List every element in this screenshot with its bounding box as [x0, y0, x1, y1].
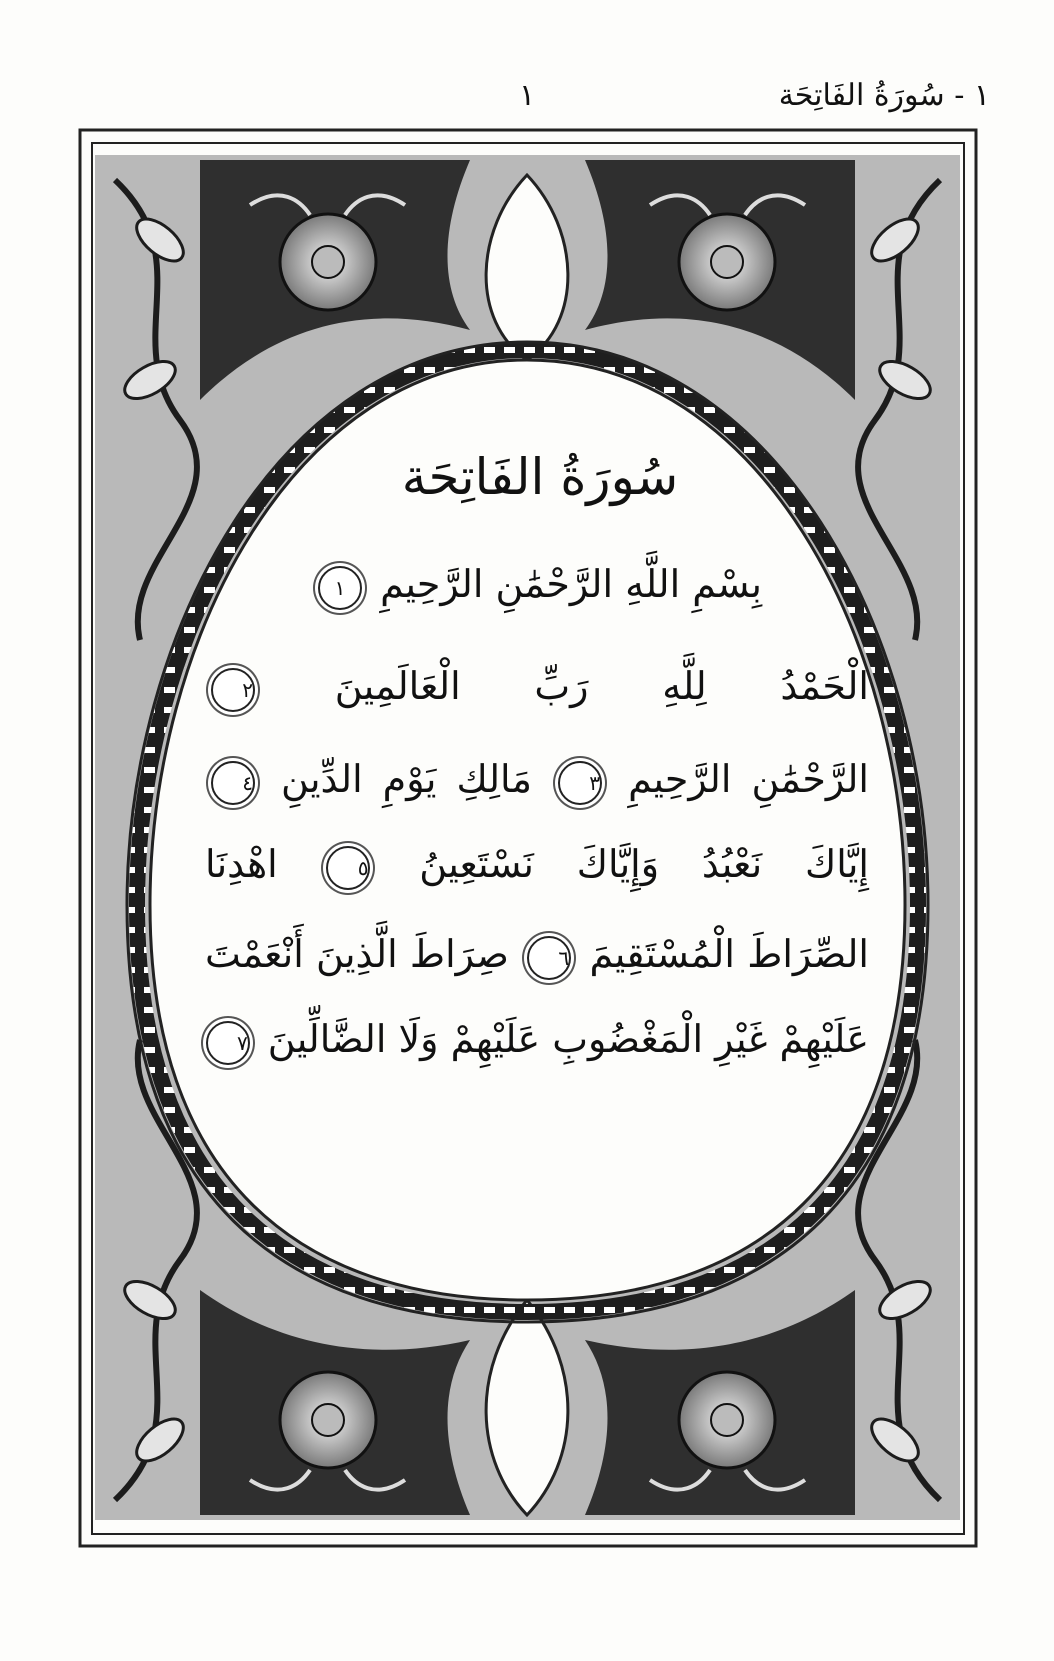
verse-text: مَالِكِ يَوْمِ الدِّينِ [281, 757, 532, 801]
ayah-marker-icon: ٧ [206, 1021, 250, 1065]
ayah-marker-icon: ٢ [211, 668, 255, 712]
ayah-marker-icon: ٣ [558, 761, 602, 805]
verse-text: بِسْمِ اللَّهِ الرَّحْمَٰنِ الرَّحِيمِ [380, 562, 763, 606]
verse-text: الرَّحْمَٰنِ الرَّحِيمِ [628, 757, 869, 801]
ayah-marker-icon: ٥ [326, 846, 370, 890]
verse-line-6 [205, 1017, 869, 1065]
ayah-marker-icon: ١ [318, 566, 362, 610]
verse-text: الْحَمْدُ لِلَّهِ رَبِّ الْعَالَمِينَ [334, 664, 869, 708]
verse-line-1 [205, 562, 869, 610]
verse-text: صِرَاطَ الَّذِينَ أَنْعَمْتَ [205, 932, 509, 976]
verse-line-4 [205, 842, 869, 890]
running-header-surah: ١ - سُورَةُ الفَاتِحَة [778, 78, 990, 113]
verse-text: الصِّرَاطَ الْمُسْتَقِيمَ [589, 932, 869, 976]
verse-text: اهْدِنَا [205, 842, 278, 886]
ayah-marker-icon: ٦ [527, 936, 571, 980]
surah-title: سُورَةُ الفَاتِحَة [401, 448, 679, 506]
verse-line-2 [205, 664, 869, 712]
verse-text: عَلَيْهِمْ غَيْرِ الْمَغْضُوبِ عَلَيْهِمْ وَلَا الضَّالِّينَ [267, 1017, 869, 1061]
page-number: ١ [518, 78, 536, 113]
verse-text: إِيَّاكَ نَعْبُدُ وَإِيَّاكَ نَسْتَعِينُ [419, 842, 869, 886]
verse-line-5 [205, 932, 869, 980]
ayah-marker-icon: ٤ [211, 761, 255, 805]
verse-line-3 [205, 757, 869, 805]
